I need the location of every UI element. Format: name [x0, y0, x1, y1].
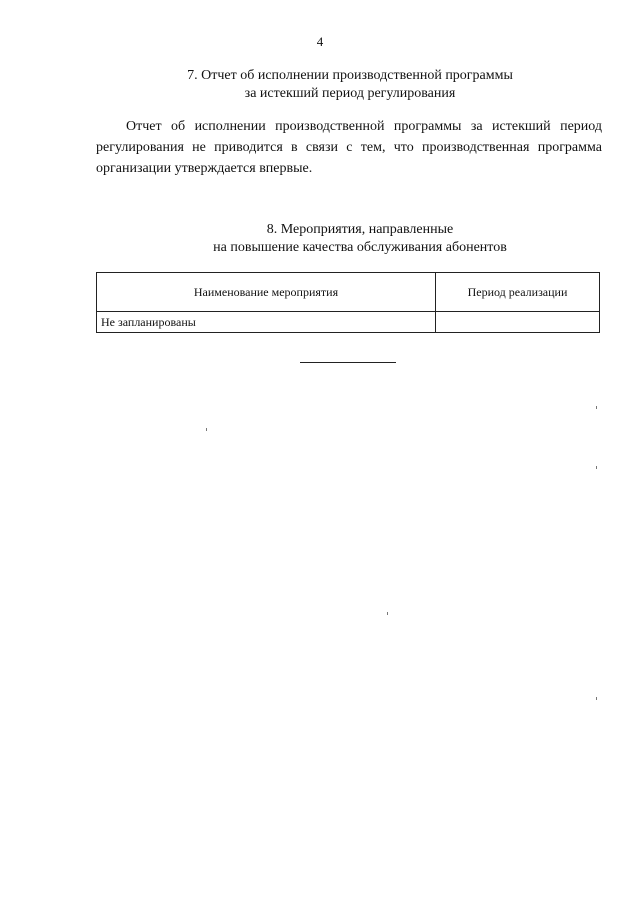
section-7-heading: [140, 67, 560, 103]
page-number: 4: [316, 34, 324, 49]
scan-speck: [387, 612, 388, 615]
scan-speck: [206, 428, 207, 431]
section-8-title-line-1: 8. Мероприятия, направленные: [266, 222, 454, 237]
section-7-title-line-1: 7. Отчет об исполнении производственной программы: [187, 68, 513, 83]
section-7-title-line-2: за истекший период регулирования: [244, 86, 456, 101]
column-header-period: Период реализации: [436, 273, 600, 312]
paragraph-first-line: Отчет об исполнении производственной программы за истекший период: [126, 119, 602, 134]
section-8-heading: [150, 221, 570, 257]
section-8-title-line-2: на повышение качества обслуживания абонентов: [213, 240, 507, 255]
scan-speck: [596, 697, 597, 700]
column-header-measure-name: Наименование мероприятия: [97, 273, 436, 312]
measures-table: [96, 272, 600, 333]
table-row: [97, 312, 600, 333]
section-7-paragraph: [96, 116, 602, 179]
scan-speck: [596, 406, 597, 409]
scan-speck: [596, 466, 597, 469]
paragraph-rest: регулирования не приводится в связи с тем, что производственная программа организации утверждается впервые.: [96, 140, 602, 176]
table-cell-measure-name: Не запланированы: [97, 312, 436, 333]
table-cell-period: [436, 312, 600, 333]
end-separator-line: [300, 362, 396, 363]
table-header-row: [97, 273, 600, 312]
